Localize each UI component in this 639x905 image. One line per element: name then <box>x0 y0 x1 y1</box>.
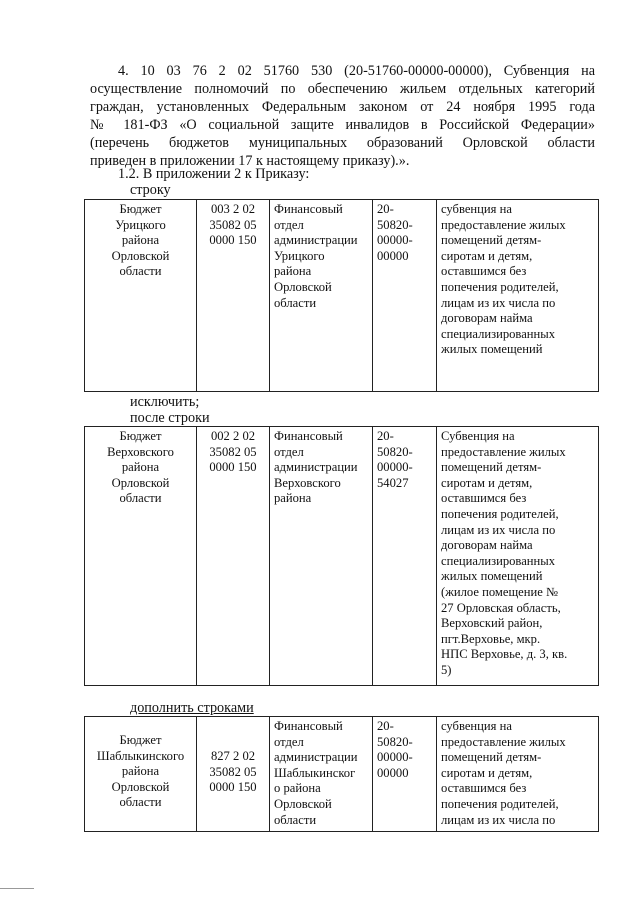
cell-budget: Бюджет Шаблыкинского района Орловской области <box>85 717 197 832</box>
label-after: после строки <box>130 410 210 426</box>
cell-code: 003 2 02 35082 05 0000 150 <box>197 200 270 392</box>
cell-admin: Финансовый отдел администрации Верховского района <box>270 427 373 686</box>
footer-rule <box>0 888 34 889</box>
cell-budget: Бюджет Урицкого района Орловской области <box>85 200 197 392</box>
label-row: строку <box>130 182 171 198</box>
cell-description: субвенция на предоставление жилых помещений детям- сиротам и детям, оставшимся без попечения родителей, лицам из их числа по договорам найма специализированных жилых помещений <box>437 200 599 392</box>
paragraph-line: 4. 10 03 76 2 02 51760 530 (20-51760-00000-00000), Субвенция на <box>118 63 595 79</box>
cell-admin: Финансовый отдел администрации Шаблыкинског о района Орловской области <box>270 717 373 832</box>
cell-description: субвенция на предоставление жилых помещений детям- сиротам и детям, оставшимся без попечения родителей, лицам из их числа по <box>437 717 599 832</box>
cell-code: 002 2 02 35082 05 0000 150 <box>197 427 270 686</box>
paragraph-line: (перечень бюджетов муниципальных образований Орловской области <box>90 135 595 151</box>
subheading: 1.2. В приложении 2 к Приказу: <box>118 166 310 182</box>
cell-code: 827 2 02 35082 05 0000 150 <box>197 717 270 832</box>
cell-number: 20- 50820- 00000- 00000 <box>373 717 437 832</box>
cell-number: 20- 50820- 00000- 00000 <box>373 200 437 392</box>
paragraph-line: приведен в приложении 17 к настоящему приказу).». <box>90 153 410 169</box>
paragraph-subvention <box>90 62 595 170</box>
cell-admin: Финансовый отдел администрации Урицкого района Орловской области <box>270 200 373 392</box>
cell-budget: Бюджет Верховского района Орловской области <box>85 427 197 686</box>
paragraph-line: осуществление полномочий по обеспечению жильем отдельных категорий <box>90 81 595 97</box>
paragraph-line: граждан, установленных Федеральным законом от 24 ноября 1995 года <box>90 99 595 115</box>
label-exclude: исключить; <box>130 394 200 410</box>
table-row <box>85 427 599 686</box>
cell-description: Субвенция на предоставление жилых помещений детям- сиротам и детям, оставшимся без попечения родителей, лицам из их числа по договорам найма специализированных жилых помещений (жилое помещение № 27 Орловская область, Верховский район, пгт.Верховье, мкр. НПС Верховье, д. 3, кв. 5) <box>437 427 599 686</box>
table-uritsky <box>84 199 599 392</box>
cell-number: 20- 50820- 00000- 54027 <box>373 427 437 686</box>
table-verkhovsky <box>84 426 599 686</box>
table-row <box>85 200 599 392</box>
label-add: дополнить строками <box>130 700 254 716</box>
table-row <box>85 717 599 832</box>
table-shablykinsky <box>84 716 599 832</box>
paragraph-line: № 181-ФЗ «О социальной защите инвалидов в Российской Федерации» <box>90 117 595 133</box>
